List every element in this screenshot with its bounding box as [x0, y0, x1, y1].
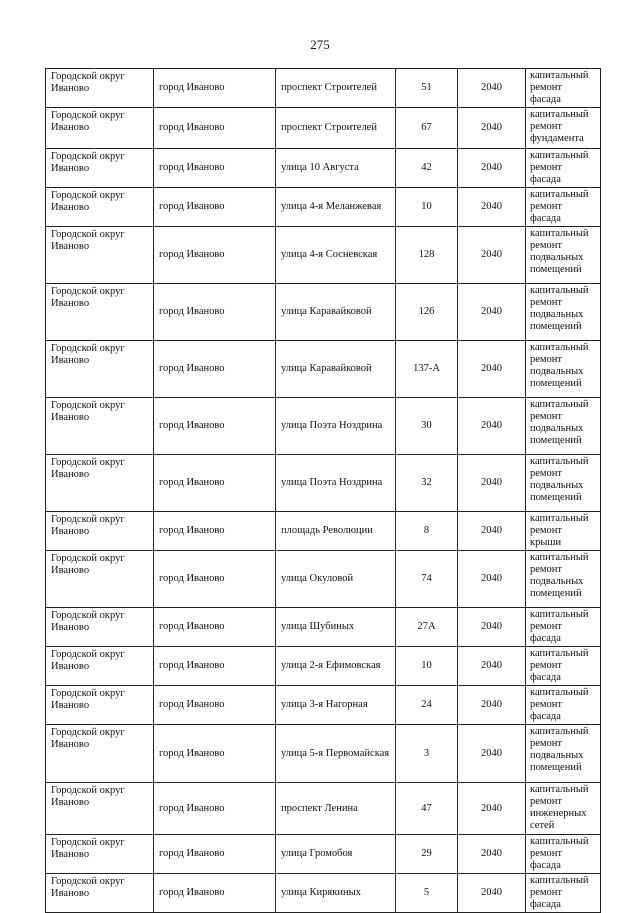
street-cell: площадь Революции	[276, 512, 396, 551]
city-cell: город Иваново	[154, 686, 276, 725]
work-type-cell: капитальный ремонт фасада	[526, 69, 601, 108]
city-cell: город Иваново	[154, 149, 276, 188]
table-row	[46, 725, 601, 783]
house-number-cell: 126	[396, 284, 458, 341]
year-cell: 2040	[458, 69, 526, 108]
district-cell: Городской округ Иваново	[46, 398, 154, 455]
district-cell: Городской округ Иваново	[46, 551, 154, 608]
year-cell: 2040	[458, 551, 526, 608]
work-type-cell: капитальный ремонт подвальных помещений	[526, 455, 601, 512]
year-cell: 2040	[458, 455, 526, 512]
year-cell: 2040	[458, 398, 526, 455]
work-type-cell: капитальный ремонт фундамента	[526, 108, 601, 149]
house-number-cell: 29	[396, 835, 458, 874]
district-cell: Городской округ Иваново	[46, 512, 154, 551]
work-type-cell: капитальный ремонт фасада	[526, 686, 601, 725]
district-cell: Городской округ Иваново	[46, 227, 154, 284]
table-row	[46, 227, 601, 284]
year-cell: 2040	[458, 647, 526, 686]
table-row	[46, 608, 601, 647]
house-number-cell: 10	[396, 647, 458, 686]
work-type-cell: капитальный ремонт фасада	[526, 647, 601, 686]
street-cell: улица 2-я Ефимовская	[276, 647, 396, 686]
city-cell: город Иваново	[154, 512, 276, 551]
year-cell: 2040	[458, 783, 526, 835]
city-cell: город Иваново	[154, 647, 276, 686]
house-number-cell: 128	[396, 227, 458, 284]
house-number-cell: 8	[396, 512, 458, 551]
work-type-cell: капитальный ремонт фасада	[526, 149, 601, 188]
street-cell: улица Каравайковой	[276, 284, 396, 341]
table-row	[46, 69, 601, 108]
street-cell: улица Поэта Ноздрина	[276, 455, 396, 512]
house-number-cell: 47	[396, 783, 458, 835]
work-type-cell: капитальный ремонт инженерных сетей	[526, 783, 601, 835]
table-row	[46, 512, 601, 551]
city-cell: город Иваново	[154, 874, 276, 913]
district-cell: Городской округ Иваново	[46, 188, 154, 227]
district-cell: Городской округ Иваново	[46, 874, 154, 913]
table-row	[46, 551, 601, 608]
year-cell: 2040	[458, 284, 526, 341]
work-type-cell: капитальный ремонт подвальных помещений	[526, 227, 601, 284]
district-cell: Городской округ Иваново	[46, 725, 154, 783]
street-cell: улица Каравайковой	[276, 341, 396, 398]
year-cell: 2040	[458, 725, 526, 783]
city-cell: город Иваново	[154, 608, 276, 647]
house-number-cell: 67	[396, 108, 458, 149]
table-row	[46, 874, 601, 913]
city-cell: город Иваново	[154, 398, 276, 455]
work-type-cell: капитальный ремонт подвальных помещений	[526, 341, 601, 398]
street-cell: улица Шубиных	[276, 608, 396, 647]
page-number: 275	[310, 37, 330, 52]
repair-schedule-table	[45, 68, 601, 913]
year-cell: 2040	[458, 108, 526, 149]
street-cell: улица Окуловой	[276, 551, 396, 608]
table-row	[46, 398, 601, 455]
table-row	[46, 149, 601, 188]
district-cell: Городской округ Иваново	[46, 108, 154, 149]
street-cell: улица 5-я Первомайская	[276, 725, 396, 783]
house-number-cell: 3	[396, 725, 458, 783]
year-cell: 2040	[458, 686, 526, 725]
work-type-cell: капитальный ремонт подвальных помещений	[526, 725, 601, 783]
district-cell: Городской округ Иваново	[46, 341, 154, 398]
work-type-cell: капитальный ремонт подвальных помещений	[526, 398, 601, 455]
house-number-cell: 5	[396, 874, 458, 913]
work-type-cell: капитальный ремонт подвальных помещений	[526, 551, 601, 608]
work-type-cell: капитальный ремонт подвальных помещений	[526, 284, 601, 341]
district-cell: Городской округ Иваново	[46, 69, 154, 108]
year-cell: 2040	[458, 149, 526, 188]
street-cell: улица Кирякиных	[276, 874, 396, 913]
work-type-cell: капитальный ремонт фасада	[526, 608, 601, 647]
house-number-cell: 137-А	[396, 341, 458, 398]
city-cell: город Иваново	[154, 835, 276, 874]
work-type-cell: капитальный ремонт фасада	[526, 874, 601, 913]
house-number-cell: 32	[396, 455, 458, 512]
street-cell: улица 3-я Нагорная	[276, 686, 396, 725]
street-cell: улица Поэта Ноздрина	[276, 398, 396, 455]
work-type-cell: капитальный ремонт фасада	[526, 835, 601, 874]
table-row	[46, 188, 601, 227]
district-cell: Городской округ Иваново	[46, 835, 154, 874]
street-cell: проспект Строителей	[276, 69, 396, 108]
city-cell: город Иваново	[154, 341, 276, 398]
year-cell: 2040	[458, 874, 526, 913]
table-row	[46, 686, 601, 725]
year-cell: 2040	[458, 512, 526, 551]
city-cell: город Иваново	[154, 227, 276, 284]
table-row	[46, 835, 601, 874]
street-cell: улица 4-я Меланжевая	[276, 188, 396, 227]
city-cell: город Иваново	[154, 108, 276, 149]
table-row	[46, 455, 601, 512]
street-cell: улица Громобоя	[276, 835, 396, 874]
street-cell: проспект Ленина	[276, 783, 396, 835]
district-cell: Городской округ Иваново	[46, 608, 154, 647]
city-cell: город Иваново	[154, 455, 276, 512]
city-cell: город Иваново	[154, 551, 276, 608]
house-number-cell: 51	[396, 69, 458, 108]
district-cell: Городской округ Иваново	[46, 783, 154, 835]
work-type-cell: капитальный ремонт фасада	[526, 188, 601, 227]
table-row	[46, 647, 601, 686]
table-row	[46, 341, 601, 398]
house-number-cell: 27А	[396, 608, 458, 647]
street-cell: проспект Строителей	[276, 108, 396, 149]
year-cell: 2040	[458, 835, 526, 874]
city-cell: город Иваново	[154, 69, 276, 108]
house-number-cell: 42	[396, 149, 458, 188]
district-cell: Городской округ Иваново	[46, 284, 154, 341]
city-cell: город Иваново	[154, 284, 276, 341]
year-cell: 2040	[458, 341, 526, 398]
district-cell: Городской округ Иваново	[46, 686, 154, 725]
year-cell: 2040	[458, 188, 526, 227]
city-cell: город Иваново	[154, 188, 276, 227]
district-cell: Городской округ Иваново	[46, 149, 154, 188]
year-cell: 2040	[458, 227, 526, 284]
city-cell: город Иваново	[154, 725, 276, 783]
year-cell: 2040	[458, 608, 526, 647]
table-row	[46, 284, 601, 341]
work-type-cell: капитальный ремонт крыши	[526, 512, 601, 551]
district-cell: Городской округ Иваново	[46, 647, 154, 686]
house-number-cell: 24	[396, 686, 458, 725]
house-number-cell: 30	[396, 398, 458, 455]
house-number-cell: 74	[396, 551, 458, 608]
city-cell: город Иваново	[154, 783, 276, 835]
table-row	[46, 108, 601, 149]
street-cell: улица 10 Августа	[276, 149, 396, 188]
street-cell: улица 4-я Сосневская	[276, 227, 396, 284]
table-row	[46, 783, 601, 835]
house-number-cell: 10	[396, 188, 458, 227]
district-cell: Городской округ Иваново	[46, 455, 154, 512]
